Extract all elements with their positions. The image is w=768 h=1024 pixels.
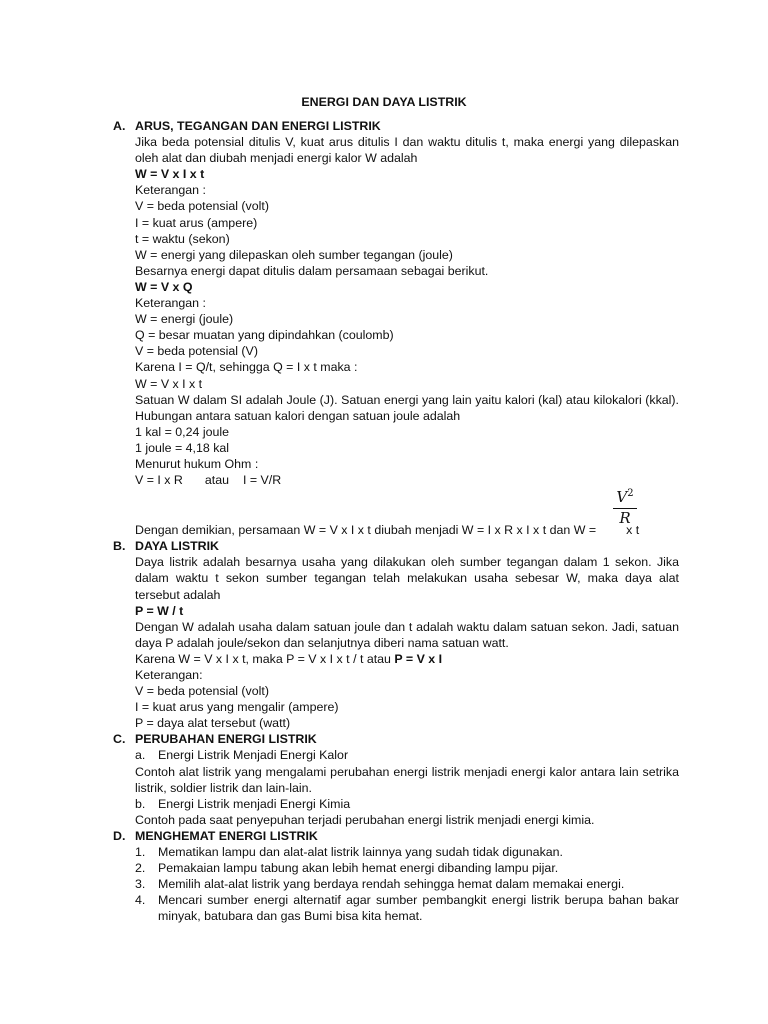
- section-d-heading: [113, 828, 679, 844]
- section-a-intro: Jika beda potensial ditulis V, kuat arus ditulis I dan waktu ditulis t, maka energi yang dilepaskan oleh alat dan diubah menjadi energi kalor W adalah: [135, 135, 679, 166]
- section-letter: B.: [113, 539, 126, 554]
- keterangan-item: I = kuat arus (ampere): [135, 215, 258, 230]
- ohm-formula-a: V = I x R: [135, 473, 183, 488]
- subsection-letter: a.: [135, 748, 146, 763]
- keterangan-item: V = beda potensial (volt): [135, 684, 269, 699]
- paragraph-satuan: Satuan W dalam SI adalah Joule (J). Satuan energi yang lain yaitu kalori (kal) atau kilokalori (kkal). Hubungan antara satuan kalori dengan satuan joule adalah: [135, 392, 679, 423]
- subsection-a: [135, 747, 679, 763]
- section-title: DAYA LISTRIK: [135, 539, 219, 554]
- keterangan-item: V = beda potensial (V): [135, 344, 258, 359]
- keterangan-label: Keterangan:: [135, 668, 203, 682]
- section-title: PERUBAHAN ENERGI LISTRIK: [135, 732, 317, 747]
- keterangan-item: t = waktu (sekon): [135, 231, 230, 246]
- list-number: 2.: [135, 861, 146, 876]
- list-item: [135, 892, 679, 924]
- fraction-row: [135, 488, 679, 528]
- keterangan-item: I = kuat arus yang mengalir (ampere): [135, 700, 339, 715]
- ohm-formula: [135, 472, 679, 488]
- list-text: Memilih alat-alat listrik yang berdaya rendah sehingga hemat dalam memakai energi.: [158, 877, 625, 892]
- fraction-denominator: R: [619, 509, 631, 528]
- section-title: ARUS, TEGANGAN DAN ENERGI LISTRIK: [135, 119, 381, 133]
- list-item: [135, 844, 679, 860]
- ohm-label: Menurut hukum Ohm :: [135, 456, 259, 471]
- formula-power-vi: P = V x I: [394, 651, 443, 666]
- conversion-line: 1 kal = 0,24 joule: [135, 424, 230, 439]
- section-c-heading: [113, 731, 679, 747]
- keterangan-item: W = energi yang dilepaskan oleh sumber tegangan (joule): [135, 247, 453, 262]
- karena-text: Karena W = V x I x t, maka P = V x I x t / t atau: [135, 651, 391, 666]
- section-title: MENGHEMAT ENERGI LISTRIK: [135, 828, 318, 843]
- conversion-line: 1 joule = 4,18 kal: [135, 440, 230, 455]
- subsection-letter: b.: [135, 796, 146, 811]
- fraction-numerator: $V^2$: [616, 488, 634, 507]
- list-text: Mencari sumber energi alternatif agar sumber pembangkit energi listrik berupa bahan bakar minyak, batubara dan gas Bumi bisa kita hemat.: [158, 893, 679, 924]
- list-text: Pemakaian lampu tabung akan lebih hemat energi dibanding lampu pijar.: [158, 861, 559, 876]
- keterangan-item: W = energi (joule): [135, 312, 234, 327]
- list-item: [135, 860, 679, 876]
- keterangan-item: V = beda potensial (volt): [135, 199, 269, 214]
- section-b-paragraph-2: Dengan W adalah usaha dalam satuan joule dan t adalah waktu dalam satuan sekon. Jadi, satuan daya P adalah joule/sekon dan selanjutnya diberi nama satuan watt.: [135, 619, 679, 650]
- document-title: ENERGI DAN DAYA LISTRIK: [301, 95, 467, 109]
- section-a-heading: [113, 118, 679, 134]
- keterangan-item: Q = besar muatan yang dipindahkan (coulomb): [135, 328, 394, 343]
- formula-line: W = V x I x t: [135, 376, 203, 391]
- list-number: 1.: [135, 845, 146, 860]
- keterangan-label: Keterangan :: [135, 296, 206, 311]
- keterangan-item: P = daya alat tersebut (watt): [135, 716, 291, 731]
- subsection-title: Energi Listrik menjadi Energi Kimia: [158, 796, 351, 811]
- demikian-text: Dengan demikian, persamaan W = V x I x t diubah menjadi W = I x R x I x t dan W =: [135, 523, 597, 538]
- ohm-formula-b: I = V/R: [242, 473, 282, 488]
- keterangan-label: Keterangan :: [135, 183, 206, 198]
- paragraph: Karena I = Q/t, sehingga Q = I x t maka :: [135, 360, 358, 375]
- paragraph: Besarnya energi dapat ditulis dalam persamaan sebagai berikut.: [135, 263, 489, 278]
- document-body: [113, 118, 679, 925]
- list-number: 4.: [135, 893, 146, 908]
- subsection-b-text: Contoh pada saat penyepuhan terjadi perubahan energi listrik menjadi energi kimia.: [135, 812, 595, 827]
- section-letter: C.: [113, 732, 126, 747]
- formula-energy: W = V x I x t: [135, 167, 205, 182]
- subsection-title: Energi Listrik Menjadi Energi Kalor: [158, 748, 349, 763]
- section-letter: A.: [113, 119, 126, 133]
- section-b-paragraph: Daya listrik adalah besarnya usaha yang dilakukan oleh sumber tegangan dalam 1 sekon. Jika dalam waktu t sekon sumber tegangan telah melakukan usaha sebesar W, maka daya alat tersebut adalah: [135, 555, 679, 602]
- formula-power: P = W / t: [135, 603, 184, 618]
- fraction-v2-over-r: [611, 484, 639, 527]
- formula-energy-charge: W = V x Q: [135, 279, 193, 294]
- subsection-b: [135, 796, 679, 812]
- list-text: Mematikan lampu dan alat-alat listrik lainnya yang sudah tidak digunakan.: [158, 845, 563, 860]
- list-number: 3.: [135, 877, 146, 892]
- karena-line: [135, 651, 679, 667]
- list-item: [135, 876, 679, 892]
- demikian-tail: x t: [626, 523, 640, 538]
- section-b-heading: [113, 538, 679, 554]
- fraction-exponent: 2: [627, 488, 634, 500]
- ohm-atau: atau: [204, 473, 229, 488]
- section-letter: D.: [113, 828, 126, 843]
- subsection-a-text: Contoh alat listrik yang mengalami perubahan energi listrik menjadi energi kalor antara lain setrika listrik, soldier listrik dan lain-lain.: [135, 764, 679, 795]
